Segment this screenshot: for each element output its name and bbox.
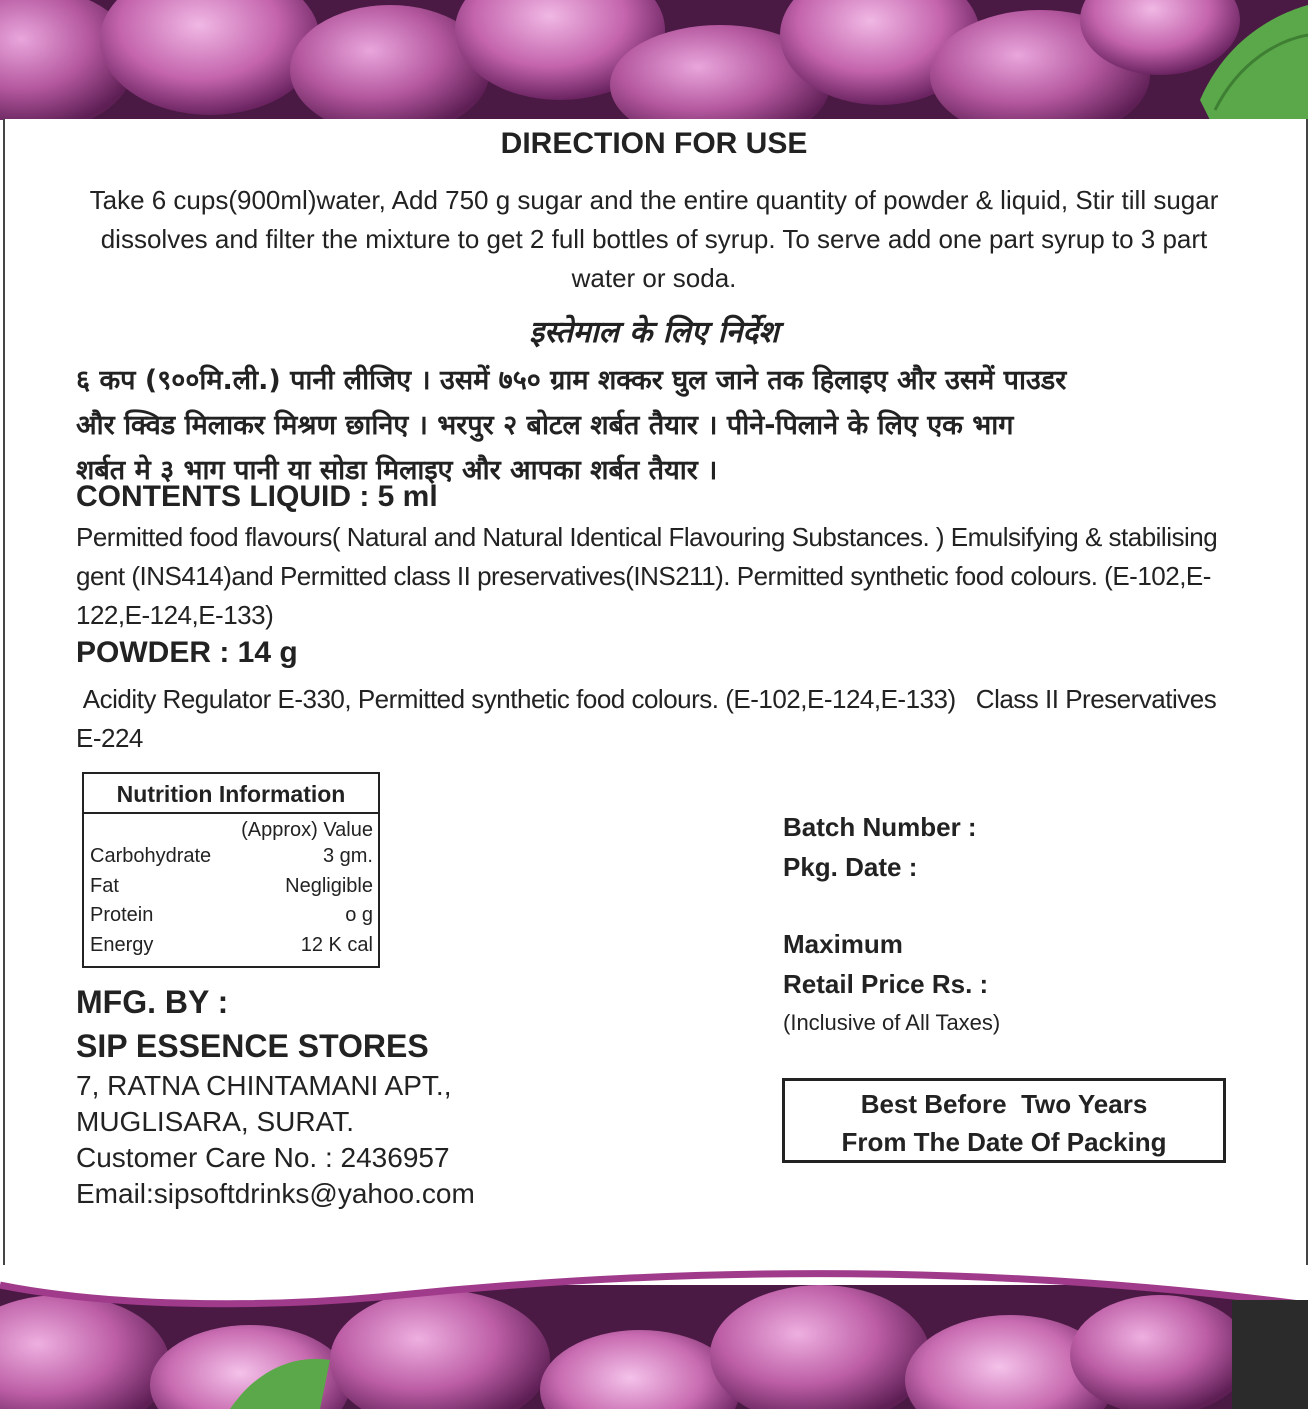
grapes-photo-top <box>0 0 1308 120</box>
powder-title: POWDER : 14 g <box>76 636 298 669</box>
best-before-line1: Best Before Two Years <box>860 1089 1148 1119</box>
hindi-line: ६ कप (९००मि.ली.) पानी लीजिए । उसमें ७५० ग्राम शक्कर घुल जाने तक हिलाइए और उसमें पाउडर <box>76 365 1067 396</box>
direction-title: DIRECTION FOR USE <box>500 127 808 160</box>
mfg-name: SIP ESSENCE STORES <box>76 1028 429 1064</box>
nutrient-value: 12 K cal <box>300 933 373 956</box>
direction-body: Take 6 cups(900ml)water, Add 750 g sugar and the entire quantity of powder & liquid, Stir till sugar dissolves and filter the mixture to get 2 full bottles of syrup. To serve add one part syrup to 3 part water or soda. <box>89 185 1219 293</box>
tax-note: (Inclusive of All Taxes) <box>783 1010 1001 1035</box>
nutrient-name: Carbohydrate <box>90 845 212 867</box>
nutrition-title: Nutrition Information <box>84 774 378 814</box>
direction-title-hindi: इस्तेमाल के लिए निर्देश <box>529 315 779 350</box>
manufacturer-block <box>76 980 676 1212</box>
direction-body-hindi <box>76 358 1246 493</box>
nutrient-name: Fat <box>90 874 119 897</box>
powder-section <box>76 636 1246 758</box>
powder-body: Acidity Regulator E-330, Permitted synthetic food colours. (E-102,E-124,E-133) Class II Preservatives E-224 <box>76 684 1223 753</box>
nutrient-name: Protein <box>90 904 154 926</box>
grapes-photo-bottom <box>0 1265 1308 1409</box>
best-before-line2: From The Date Of Packing <box>841 1127 1167 1157</box>
contents-liquid-title: CONTENTS LIQUID : 5 ml <box>76 480 438 513</box>
mfg-address-line2: MUGLISARA, SURAT. <box>76 1106 354 1137</box>
nutrient-value: 3 gm. <box>322 845 373 867</box>
nutrition-row <box>84 901 378 931</box>
nutrient-value: Negligible <box>285 874 373 897</box>
nutrition-row <box>84 872 378 902</box>
pkg-date-label: Pkg. Date : <box>783 852 918 882</box>
mfg-address-line1: 7, RATNA CHINTAMANI APT., <box>76 1070 452 1101</box>
mrp-label-line1: Maximum <box>783 929 903 959</box>
nutrition-row <box>84 842 378 872</box>
nutrition-header: (Approx) Value <box>241 819 373 841</box>
contents-liquid-section <box>76 480 1246 635</box>
customer-care-number: Customer Care No. : 2436957 <box>76 1142 450 1173</box>
hindi-line: शर्बत मे ३ भाग पानी या सोडा मिलाइए और आपका शर्बत तैयार । <box>76 455 718 486</box>
hindi-line: और क्विड मिलाकर मिश्रण छानिए । भरपुर २ बोटल शर्बत तैयार । पीने-पिलाने के लिए एक भाग <box>76 410 1014 441</box>
contents-liquid-body: Permitted food flavours( Natural and Natural Identical Flavouring Substances. ) Emulsifying & stabilising gent (INS414)and Permitted class II preservatives(INS211). Permitted synthetic food colours. (E-102,E-122,E-124,E-133) <box>76 522 1218 630</box>
nutrition-row <box>84 931 378 961</box>
nutrient-value: o g <box>345 904 373 926</box>
nutrition-table <box>82 772 380 968</box>
best-before-box <box>782 1078 1226 1163</box>
mrp-label-line2: Retail Price Rs. : <box>783 969 989 999</box>
nutrient-name: Energy <box>90 933 154 956</box>
batch-number-label: Batch Number : <box>783 812 977 842</box>
mfg-email: Email:sipsoftdrinks@yahoo.com <box>76 1178 475 1209</box>
mfg-label: MFG. BY : <box>76 984 229 1020</box>
dark-edge-strip <box>1232 1300 1308 1409</box>
